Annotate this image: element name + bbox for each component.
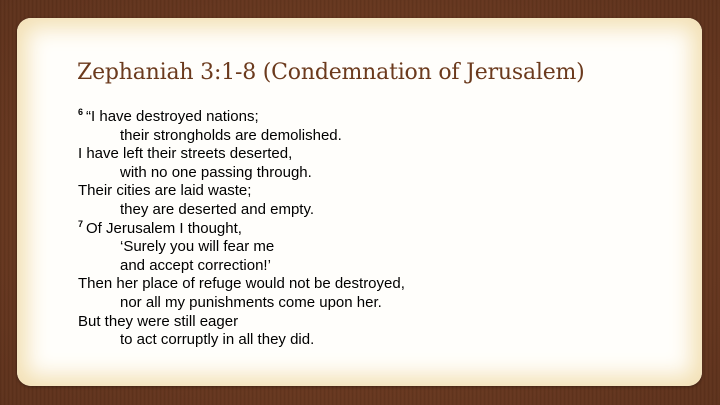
line-text: to act corruptly in all they did. (120, 331, 315, 349)
line-text: their strongholds are demolished. (120, 126, 342, 144)
passage-line (78, 127, 405, 146)
verse-number: 7 (78, 218, 84, 229)
line-text: Their cities are laid waste; (78, 182, 252, 200)
line-text: Then her place of refuge would not be destroyed, (78, 275, 405, 293)
passage-line (78, 275, 405, 294)
line-text: But they were still eager (78, 312, 239, 330)
passage-line (78, 145, 405, 164)
passage-line (78, 201, 405, 220)
passage-line (78, 108, 405, 127)
scripture-passage (78, 108, 405, 350)
passage-line (78, 331, 405, 350)
verse-number: 6 (78, 107, 84, 117)
passage-line (78, 182, 405, 201)
line-text: “I have destroyed nations; (86, 108, 259, 125)
line-text: ‘Surely you will fear me (120, 238, 275, 256)
slide-title: Zephaniah 3:1-8 (Condemnation of Jerusalem) (77, 60, 585, 85)
passage-line (78, 294, 405, 313)
passage-line (78, 220, 405, 239)
line-text: they are deserted and empty. (120, 200, 315, 218)
passage-line (78, 257, 405, 276)
line-text: and accept correction!’ (120, 256, 271, 274)
line-text: with no one passing through. (120, 163, 312, 181)
passage-line (78, 164, 405, 183)
line-text: Of Jerusalem I thought, (86, 219, 242, 237)
passage-line (78, 238, 405, 257)
line-text: I have left their streets deserted, (78, 145, 293, 163)
line-text: nor all my punishments come upon her. (120, 293, 382, 311)
passage-line (78, 313, 405, 332)
